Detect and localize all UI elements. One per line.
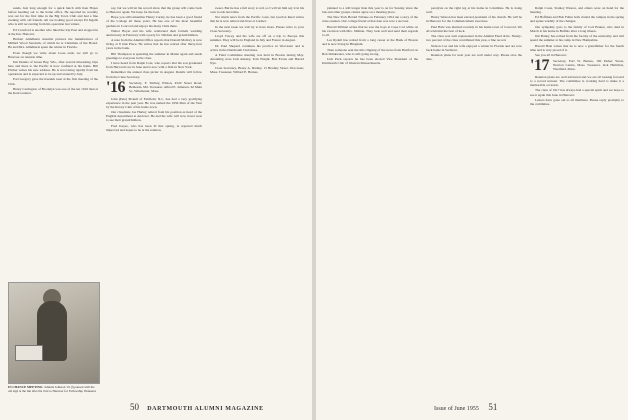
- paragraph: Class Secretary, Henry A. Dudley, 15 Bradley Street, Worcester, Mass. Treasurer, Willard E. Barnes.: [210, 66, 304, 75]
- photo-inn-sign: [15, 345, 43, 361]
- paragraph: I have heard from Ralph Cole, who reports that his son graduated from Harvard Law in June and is now with a firm in New York.: [106, 61, 202, 70]
- paragraph: Our classmate Joe Hurley retired from his position as head of the English department at Andover. He and his wife will now travel west to see their grandchildren.: [106, 110, 202, 123]
- paragraph: sweet. But he has a full story to tell, so I will let him say it in his own words next time.: [210, 6, 304, 15]
- paragraph: See you all in Hanover.: [535, 52, 567, 57]
- right-column-3: [530, 6, 624, 107]
- class-1916-heading: [106, 78, 202, 96]
- right-folio: [434, 402, 497, 412]
- right-column-1: [322, 6, 418, 66]
- paragraph: The class was well represented in the Alumni Fund drive. Ninety-two percent of the class contributed this year, a fine record.: [426, 34, 522, 43]
- page-number: 51: [488, 402, 498, 412]
- paragraph: say, but we will let the record show that the group will come back to Hanover again. We hope for the best.: [106, 6, 202, 15]
- paragraph: Les Rydell has retired from a long career at the Bank of Boston and is now living in Hingham.: [322, 38, 418, 47]
- paragraph: Hope you still remember Henry Carley, he has been a good friend of the College all these years. He has one of the most beautiful gardens in Concord and enjoys his many visits there.: [106, 15, 202, 28]
- paragraph: Letters have gone out to all members. Please reply promptly to the committee.: [530, 97, 624, 106]
- paragraph: Harold Sillman writes that he saw the boys at Cape Cod while on his vacation with Mrs. Sillman. They look well and send their regards to all.: [322, 24, 418, 37]
- paragraph: The New York Herald Tribune on February 1954 ran a story of the class reunion. Our college friend at that date was now a success.: [322, 15, 418, 24]
- paragraph: Jim Bailey has retired from the faculty of the university and will spend the summer at his camp in New Hampshire.: [530, 34, 624, 43]
- class-year: '16: [106, 78, 125, 96]
- paragraph: A note from the Alumni Office reports that Donald Mallory is now living at 8 Oak Place. He writes that he has retired after thirty-four years in the bank.: [106, 38, 202, 51]
- class-officers: Secretary, Earl W. Barnes, 100 Parker Street, Newton Centre, Mass. Treasurer, Jack Hamilton, Westfield, Mass.: [552, 58, 624, 72]
- paragraph: Paul Hale was married recently in his home town of Concord. We all wish him the best of luck.: [426, 24, 522, 33]
- page-number: 50: [130, 402, 139, 412]
- right-page: [316, 0, 628, 420]
- paragraph: Then someone sent me this clipping of the news from Hartford on Bob Drinkwater, who is still going strong.: [322, 47, 418, 56]
- paragraph: Dr. Paul Shepard continues his practice in Worcester and is active in the Dartmouth Club there.: [210, 43, 304, 52]
- paragraph: Ed Crawford is another who liked the trip East and stopped in at the Inn. Hanover.: [8, 27, 98, 36]
- paragraph: In the next issue we will try to have more. Please write to your Class Secretary.: [210, 24, 304, 33]
- paragraph: sands. Just long enough for a quick lunch with Ken Hayes before heading out to the home office. He reported he recently was out for the first time in the Big Town Club and had a fine evening with old friends. All are looking good except Ed Ingalls who is still recovering from his operation last winter.: [8, 6, 98, 27]
- paragraph: planned to a still longer than this year is on for Sunday since the bus and other groups cannot agree on a meeting place.: [322, 6, 418, 15]
- paragraph: Ed Hoffman and Bob Fuller both visited the campus in the spring and spoke warmly of the changes.: [530, 15, 624, 24]
- left-column-2: [106, 6, 202, 133]
- paragraph: The class of 1917 has always had a special spirit and we hope to see it again this June in Hanover.: [530, 88, 624, 97]
- class-year: '17: [530, 56, 549, 74]
- paragraph: Jack Peck reports he has been elected Vice President of the Dartmouth Club of Western Massachusetts.: [322, 56, 418, 66]
- paragraph: John (Pete) Pickell of Fairfield, N.J., has had a very gratifying experience in the past year. He was named the 1956 Man of the Year by the Rotary Club of his home town.: [106, 96, 202, 109]
- photo-caption: [8, 386, 98, 394]
- paragraph: Jim Dennis of Green Bay, Wis., after several interesting trips here and there to the Pacific is now confined at his home. Bill Pitcher writes his new address. He is recovering rapidly from his operations and is expected to be up and around by July.: [8, 59, 98, 77]
- paragraph: Fred Keyes, who has been ill this spring, is reported much improved and hopes to be at the reunion.: [106, 123, 202, 132]
- class-1917-heading: [530, 56, 624, 74]
- paragraph: Our sympathy goes to the family of Carl Bruner, who died in March at his home in Buffalo after a long illness.: [530, 24, 624, 33]
- paragraph: A Fund Committee meeting was held in Boston during May. Attending were Jack Ainsley, Tom Wright, Bob Evans and Harold Nye.: [210, 52, 304, 66]
- paragraph: Henry Weston has been elected president of his church. He will be in Hanover for the Commencement exercises.: [426, 15, 522, 24]
- paragraph: Ralph Costa, Stanley Weston, and others were on hand for the meeting.: [530, 6, 624, 15]
- paragraph: Walter Boyer and his wife celebrated their fortieth wedding anniversary in February with a party for children and grandchildren.: [106, 28, 202, 37]
- paragraph: Remember the annual class picnic in August. Details will follow from the Class Secretary.: [106, 70, 202, 79]
- paragraph: Not much news from the Pacific coast, but Gordon Reed writes that he is now retired and lives at Carmel.: [210, 15, 304, 24]
- left-column-1: [8, 6, 98, 96]
- left-page: [0, 0, 312, 420]
- paragraph: paralysis on the right leg at his home in Columbus. He is doing well.: [426, 6, 522, 15]
- paragraph: Henry Carrington of Brooklyn was one of the ten 1916 men at the Kent reunion.: [8, 86, 98, 95]
- left-column-3: [210, 6, 304, 76]
- paragraph: Even though we write about loose ends, we still go to Hanover on reunion time.: [8, 50, 98, 59]
- paragraph: Lloyd Tracey and his wife are off on a trip to Europe this summer. They will be in England in July and France in August.: [210, 34, 304, 43]
- paragraph: Nelson Coe and his wife enjoyed a winter in Florida and are now back home in Vermont.: [426, 43, 522, 52]
- paragraph: Earl Gregory gave the Kazakh toast at the first meeting of the Club.: [8, 77, 98, 86]
- issue-label: Issue of June 1955: [434, 406, 479, 412]
- paragraph: Reunion plans for next year are well under way. Please save the date.: [426, 52, 522, 61]
- right-column-2: [426, 6, 522, 62]
- magazine-name: DARTMOUTH ALUMNI MAGAZINE: [147, 406, 264, 412]
- class-officers: Secretary, F. Stirling Wilson, 4520 Street Road, Bethesda, Md. Treasurer, Alfred E. Jameson, 62 Main St., Winchester, Mass.: [128, 80, 202, 93]
- left-folio: [130, 402, 264, 412]
- paragraph: Herbert Almdhariz sizeable pictures the manufacturer of Millard Wood Sanctum, of which he is Chairman of the Board. He and Mrs. Almdhariz spent the winter in Florida.: [8, 37, 98, 50]
- photo-johnson-at-inn: [8, 282, 100, 384]
- paragraph: Reunion plans are well advanced and we are all looking forward to a record turnout. The committee is working hard to make it a memorable occasion.: [530, 74, 624, 88]
- caption-lead: IN CHANCE MEETING:: [8, 385, 44, 389]
- caption-text: Johnnie Johnson '16 (l) paused with the old sign at the Inn after his visit to Hanover for Fellowship Weekend.: [8, 385, 97, 393]
- paragraph: Bill Thompson is spending the summer in Maine again and sends greetings to everyone in the class.: [106, 51, 202, 60]
- paragraph: Harold Hale writes that he is now a grandfather for the fourth time and is very proud of it.: [530, 43, 624, 52]
